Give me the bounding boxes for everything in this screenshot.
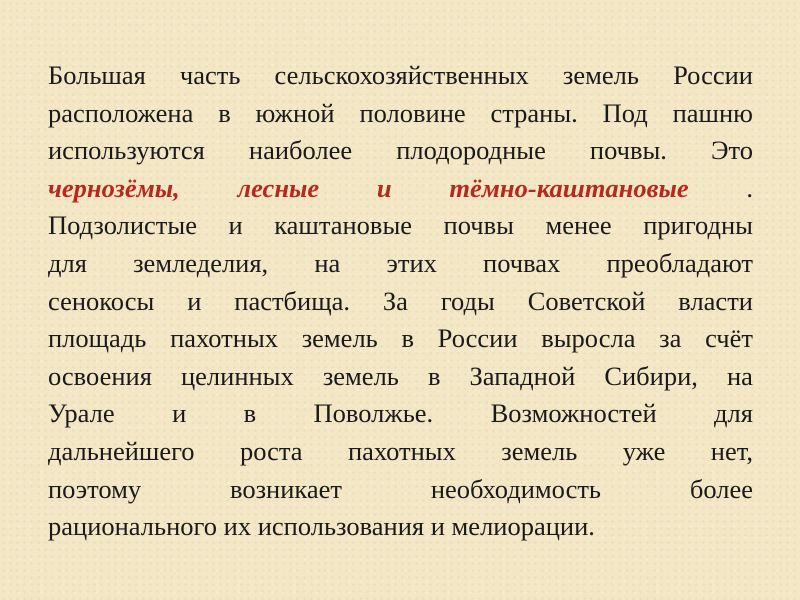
word: Подзолистые [48,210,197,241]
word: роста [239,435,303,466]
word: необходимость [430,473,601,504]
word: пашню [672,97,753,128]
word: более [689,473,753,504]
word: Это [711,135,753,166]
word: пригодны [643,210,753,241]
word: пастбища. [234,285,351,316]
word: для [48,247,87,278]
word: освоения [48,360,152,391]
body-paragraph [48,57,753,546]
word: Западной [469,360,576,391]
word: . [746,172,753,203]
highlighted-term: чернозёмы, [48,172,180,203]
highlighted-term: лесные [237,172,320,203]
word: и [187,285,202,316]
word: менее [545,210,612,241]
word: почвы. [589,135,667,166]
word: в [427,360,441,391]
word: страны. [490,97,578,128]
word: наиболее [248,135,353,166]
word: плодородные [396,135,546,166]
word: нет, [710,435,753,466]
word: южной [255,97,335,128]
word: использования [257,511,425,542]
word: земель [562,60,639,90]
word: сенокосы [48,285,155,316]
word: годы [440,285,495,316]
word: поэтому [48,473,142,504]
word: на [726,360,753,391]
word: используются [48,135,205,166]
word: возникает [229,473,342,504]
word: России [673,60,753,90]
text-line [48,433,753,471]
word: выросла [541,323,636,354]
word: площадь [48,323,147,354]
word: уже [622,435,666,466]
word: Возможностей [490,398,657,429]
word: мелиорации. [451,511,595,542]
word: на [314,247,341,278]
text-line [48,132,753,170]
word: земель [301,323,378,354]
word: за [659,323,682,354]
word: их [223,511,252,542]
text-line [48,57,753,95]
word: Сибири, [604,360,698,391]
highlighted-term: тёмно-каштановые [449,172,689,203]
word: Под [602,97,648,128]
word: дальнейшего [48,435,195,466]
word: целинных [180,360,294,391]
word: и [172,398,187,429]
word: рационального [48,511,218,542]
text-line [48,170,753,208]
word: земель [501,435,578,466]
word: почвах [483,247,561,278]
word: каштановые [274,210,413,241]
word: расположена [48,97,194,128]
word: За [382,285,408,316]
word: Советской [527,285,646,316]
text-line [48,471,753,509]
text-line [48,245,753,283]
word: и [430,511,445,542]
word: пахотных [170,323,278,354]
word: этих [386,247,437,278]
word: земледелия, [133,247,269,278]
text-line [48,95,753,133]
word: пахотных [347,435,456,466]
text-line [48,358,753,396]
word: в [218,97,231,128]
word: в [401,323,414,354]
word: сельскохозяйственных [274,60,529,90]
word: счёт [705,323,753,354]
word: для [714,398,753,429]
word: половине [359,97,466,128]
text-line [48,508,753,546]
text-line [48,207,753,245]
word: и [228,210,243,241]
word: Большая [48,60,146,90]
word: Поволжье. [313,398,434,429]
highlighted-term: и [376,172,392,203]
word: власти [678,285,753,316]
text-line [48,320,753,358]
word: России [437,323,518,354]
text-line [48,395,753,433]
word: преобладают [606,247,753,278]
word: Урале [48,398,115,429]
word: часть [179,60,241,90]
text-line [48,283,753,321]
word: почвы [443,210,514,241]
word: в [243,398,257,429]
word: земель [322,360,399,391]
